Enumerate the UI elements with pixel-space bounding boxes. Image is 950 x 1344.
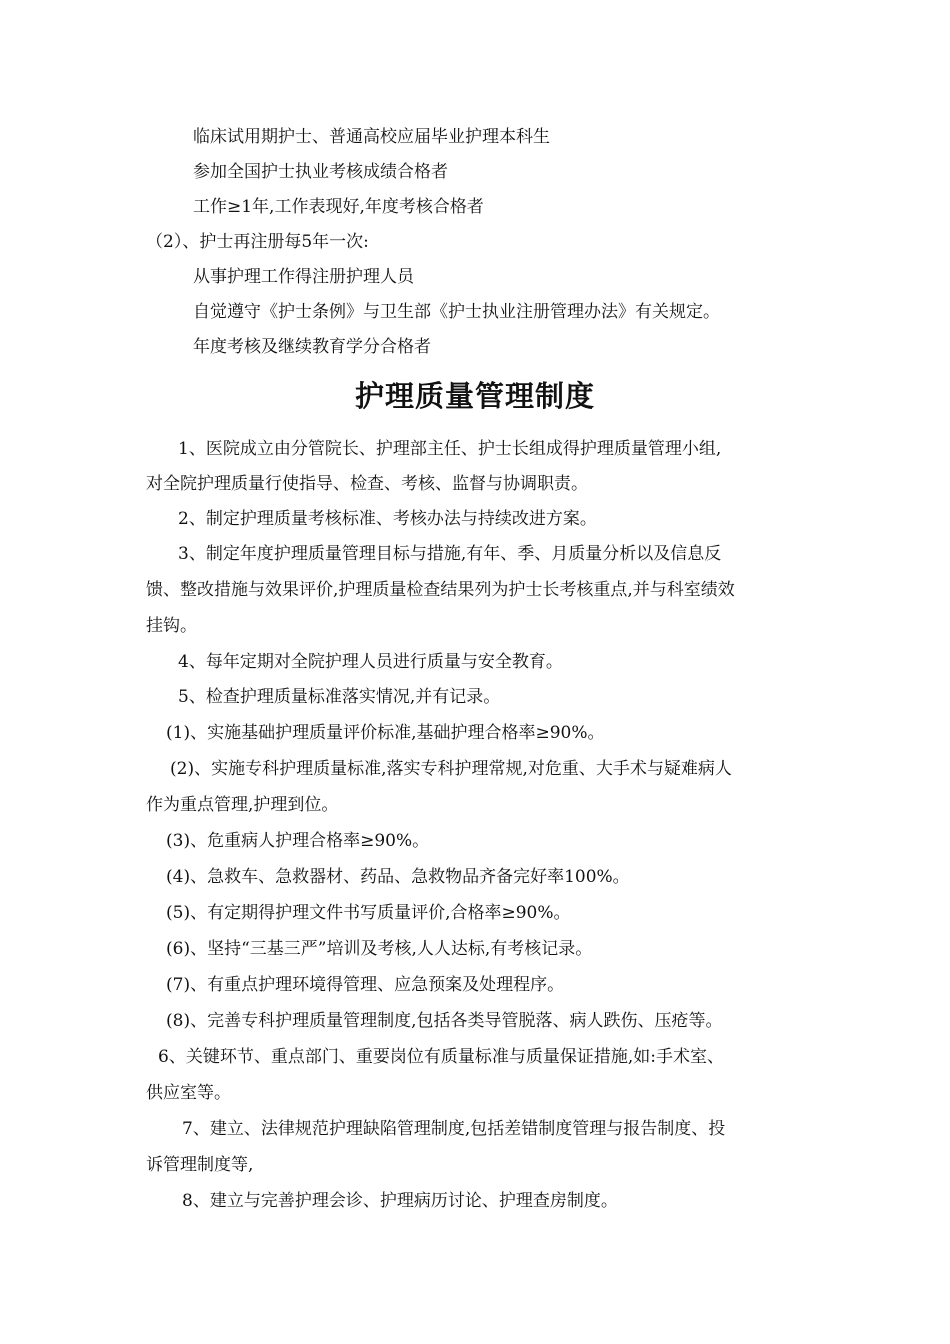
qualification-line-3: 工作≥1年,工作表现好,年度考核合格者 xyxy=(193,197,484,217)
paragraph-line: (5)、有定期得护理文件书写质量评价,合格率≥90%。 xyxy=(166,903,571,923)
paragraph-line: 供应室等。 xyxy=(146,1083,231,1103)
page-title: 护理质量管理制度 xyxy=(354,379,595,413)
paragraph-line: (7)、有重点护理环境得管理、应急预案及处理程序。 xyxy=(166,975,565,995)
paragraph-line: 6、关键环节、重点部门、重要岗位有质量标准与质量保证措施,如:手术室、 xyxy=(158,1047,724,1067)
re-registration-line-2: 自觉遵守《护士条例》与卫生部《护士执业注册管理办法》有关规定。 xyxy=(193,302,720,322)
paragraph-line: 挂钩。 xyxy=(146,616,197,636)
paragraph-line: (2)、实施专科护理质量标准,落实专科护理常规,对危重、大手术与疑难病人 xyxy=(170,759,732,779)
qualification-line-1: 临床试用期护士、普通高校应届毕业护理本科生 xyxy=(193,127,550,147)
paragraph-line: (3)、危重病人护理合格率≥90%。 xyxy=(166,831,430,851)
paragraph-line: 诉管理制度等, xyxy=(146,1155,254,1175)
qualification-line-2: 参加全国护士执业考核成绩合格者 xyxy=(193,162,448,182)
paragraph-line: 作为重点管理,护理到位。 xyxy=(146,795,339,815)
paragraph-line: (4)、急救车、急救器材、药品、急救物品齐备完好率100%。 xyxy=(166,867,630,887)
paragraph-line: 1、医院成立由分管院长、护理部主任、护士长组成得护理质量管理小组, xyxy=(178,439,722,459)
paragraph-line: 对全院护理质量行使指导、检查、考核、监督与协调职责。 xyxy=(146,474,588,494)
re-registration-line-3: 年度考核及继续教育学分合格者 xyxy=(193,337,431,357)
re-registration-line-1: 从事护理工作得注册护理人员 xyxy=(193,267,414,287)
paragraph-line: 7、建立、法律规范护理缺陷管理制度,包括差错制度管理与报告制度、投 xyxy=(182,1119,726,1139)
re-registration-heading: （2）、护士再注册每5年一次: xyxy=(146,232,369,252)
paragraph-line: 2、制定护理质量考核标准、考核办法与持续改进方案。 xyxy=(178,509,597,529)
paragraph-line: 8、建立与完善护理会诊、护理病历讨论、护理查房制度。 xyxy=(182,1191,618,1211)
paragraph-line: 馈、整改措施与效果评价,护理质量检查结果列为护士长考核重点,并与科室绩效 xyxy=(146,580,735,600)
paragraph-line: (6)、坚持“三基三严”培训及考核,人人达标,有考核记录。 xyxy=(166,939,593,959)
paragraph-line: 5、检查护理质量标准落实情况,并有记录。 xyxy=(178,687,501,707)
paragraph-line: (1)、实施基础护理质量评价标准,基础护理合格率≥90%。 xyxy=(166,723,605,743)
paragraph-line: 3、制定年度护理质量管理目标与措施,有年、季、月质量分析以及信息反 xyxy=(178,544,722,564)
paragraph-line: 4、每年定期对全院护理人员进行质量与安全教育。 xyxy=(178,652,563,672)
paragraph-line: (8)、完善专科护理质量管理制度,包括各类导管脱落、病人跌伤、压疮等。 xyxy=(166,1011,723,1031)
